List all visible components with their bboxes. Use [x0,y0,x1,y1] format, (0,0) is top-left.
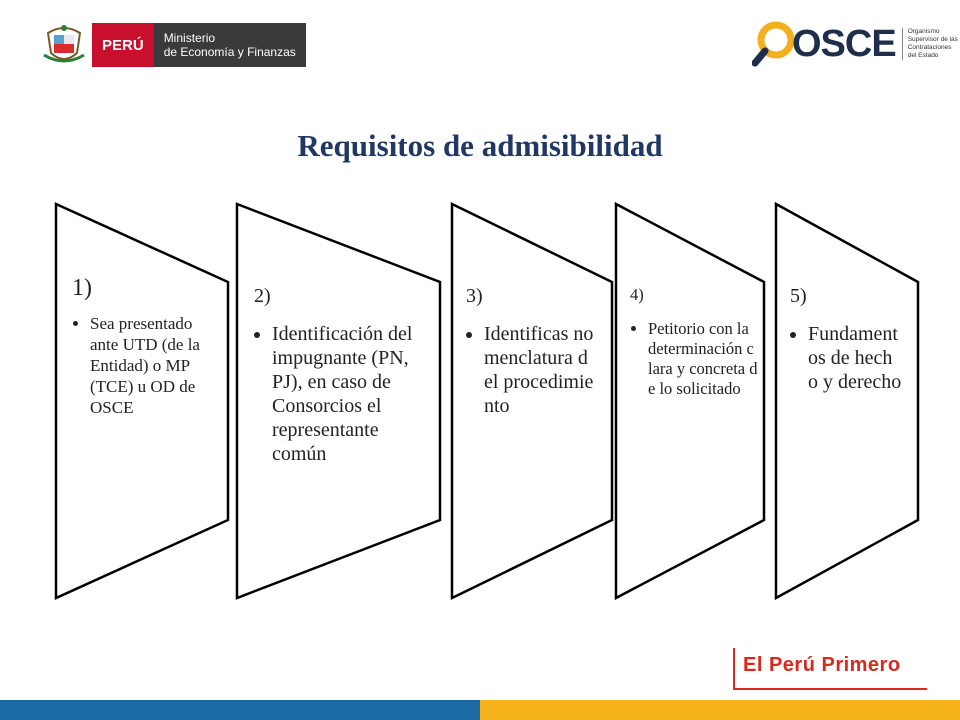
step-number: 4) [630,285,644,304]
step-panel-4 [616,204,764,598]
ministry-line-1: Ministerio [163,31,216,45]
step-description: • Fundamentos de hecho y derecho [808,322,902,394]
osce-sub-line-3: Contrataciones [907,44,952,51]
osce-sub-line-4: del Estado [907,52,939,59]
footer-band-yellow [480,700,960,720]
step-number: 5) [790,285,807,307]
step-text-5 [790,284,902,394]
step-description: • Identificas nomenclatura del procedimiento [484,322,594,418]
step-number: 2) [254,285,271,307]
step-number: 1) [72,275,92,301]
footer-logo-text: El Perú Primero [743,654,901,676]
ministry-line-2: de Economía y Finanzas [163,45,296,59]
step-text-4 [630,285,758,399]
osce-sub-line-1: Organismo [907,28,940,35]
step-text-1 [72,275,224,418]
peru-label: PERÚ [92,23,154,67]
step-panel-5 [776,204,918,598]
el-peru-primero-logo [733,648,927,690]
footer-band-blue [0,700,480,720]
step-number: 3) [466,285,483,307]
step-description: • Sea presentado ante UTD (de la Entidad) o MP (TCE) u OD de OSCE [90,313,224,418]
step-text-3 [466,284,594,418]
osce-wordmark: OSCE [792,22,896,65]
step-text-2 [254,284,426,466]
step-description: • Identificación del impugnante (PN, PJ), en caso de Consorcios el representante común [272,322,426,466]
step-description: • Petitorio con la determinación clara y concreta de lo solicitado [648,319,758,399]
osce-sub-line-2: Supervisor de las [907,36,958,43]
page-title: Requisitos de admisibilidad [297,128,663,163]
